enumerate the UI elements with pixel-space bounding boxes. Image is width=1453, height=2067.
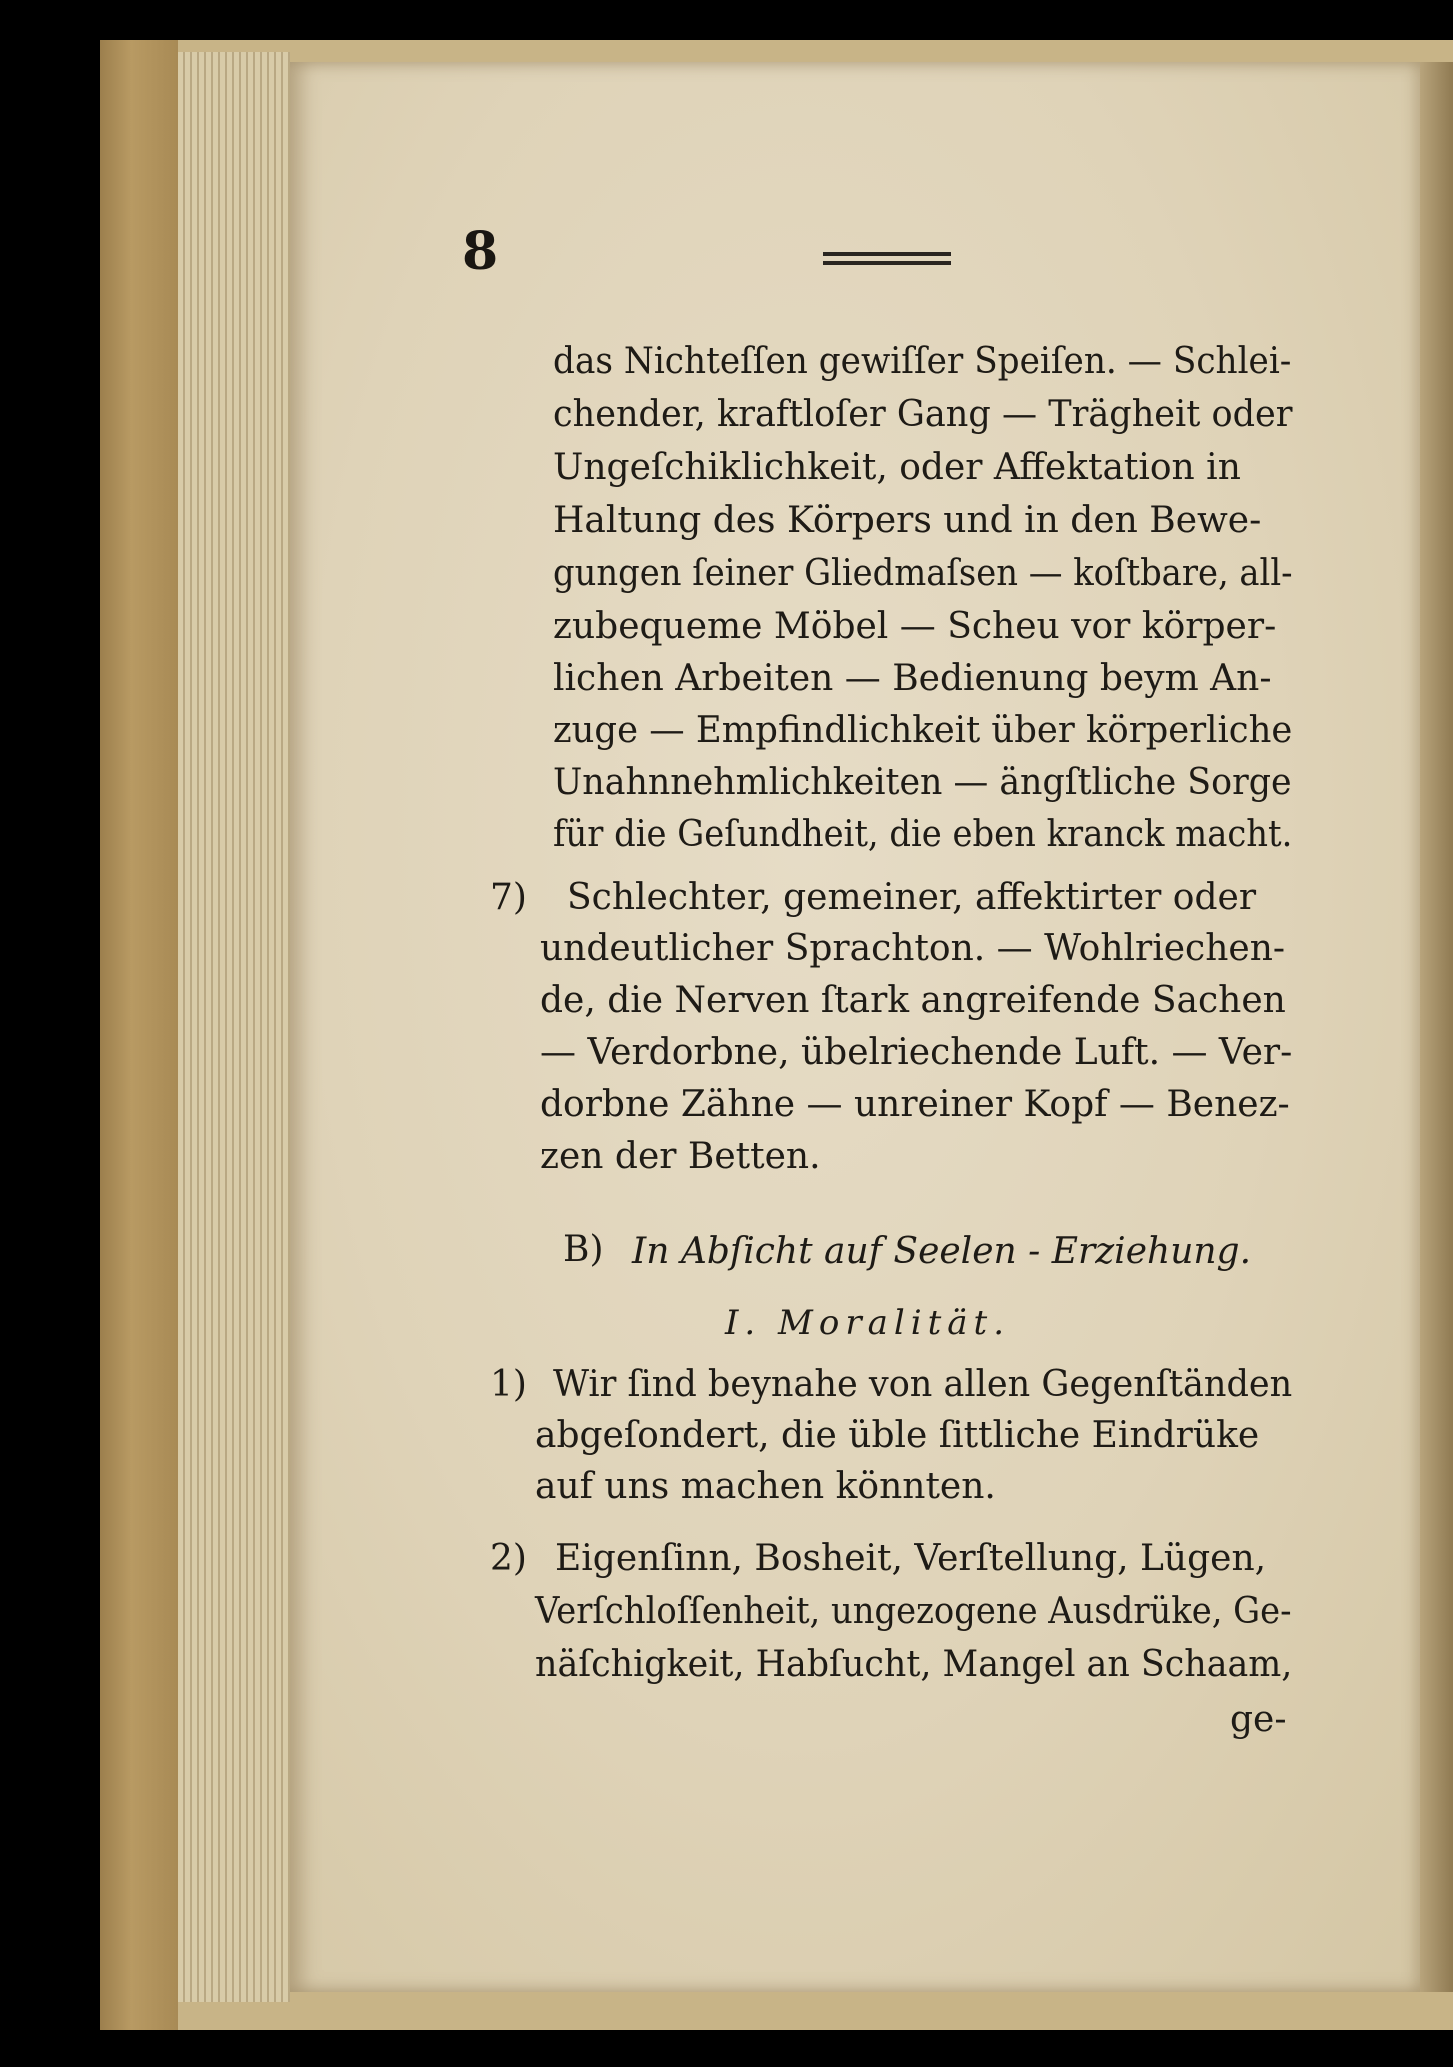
section-marker: B) bbox=[563, 1229, 604, 1270]
header-ornament-rule-top bbox=[823, 252, 951, 256]
text-line: dorbne Zähne — unreiner Kopf — Benez- bbox=[540, 1084, 1290, 1125]
text-line: das Nichteſſen gewiſſer Speiſen. — Schlei- bbox=[553, 341, 1292, 382]
book-cover-edge bbox=[100, 40, 178, 2030]
text-line: näſchigkeit, Habſucht, Mangel an Schaam, bbox=[535, 1644, 1293, 1685]
item-marker: 7) bbox=[490, 877, 527, 918]
section-heading: In Abſicht auf Seelen - Erziehung. bbox=[632, 1231, 1252, 1272]
text-line: undeutlicher Sprachton. — Wohlriechen- bbox=[540, 928, 1286, 969]
text-line: zuge — Empfindlichkeit über körperliche bbox=[553, 710, 1293, 751]
text-line: Eigenſinn, Bosheit, Verſtellung, Lügen, bbox=[555, 1538, 1267, 1579]
text-line: Verſchloſſenheit, ungezogene Ausdrüke, Ge- bbox=[535, 1591, 1292, 1632]
text-line: Unahnnehmlichkeiten — ängſtliche Sorge bbox=[553, 762, 1292, 803]
text-line: — Verdorbne, übelriechende Luft. — Ver- bbox=[540, 1032, 1293, 1073]
text-line: gungen ſeiner Gliedmaſsen — koſtbare, all- bbox=[553, 553, 1293, 594]
text-line: de, die Nerven ſtark angreifende Sachen bbox=[540, 980, 1286, 1021]
item-marker: 1) bbox=[490, 1364, 527, 1405]
text-line: lichen Arbeiten — Bedienung beym An- bbox=[553, 658, 1272, 699]
text-line: zen der Betten. bbox=[540, 1136, 821, 1177]
item-marker: 2) bbox=[490, 1538, 527, 1579]
text-line: chender, kraftloſer Gang — Trägheit oder bbox=[553, 394, 1293, 435]
text-line: auf uns machen könnten. bbox=[535, 1466, 996, 1507]
text-line: zubequeme Möbel — Scheu vor körper- bbox=[553, 606, 1277, 647]
text-line: Schlechter, gemeiner, affektirter oder bbox=[567, 877, 1257, 918]
text-line: für die Geſundheit, die eben kranck macht. bbox=[553, 814, 1293, 855]
page-number: 8 bbox=[462, 221, 499, 282]
header-ornament-rule-bottom bbox=[823, 261, 951, 265]
right-page-gutter bbox=[1420, 62, 1453, 1992]
catchword: ge- bbox=[1230, 1699, 1287, 1740]
page-stack-edges bbox=[178, 52, 290, 2002]
text-line: abgeſondert, die üble ſittliche Eindrüke bbox=[535, 1415, 1260, 1456]
subheading: I. Moralität. bbox=[725, 1303, 1011, 1343]
text-line: Haltung des Körpers und in den Bewe- bbox=[553, 500, 1262, 541]
text-line: Wir ſind beynahe von allen Gegenſtänden bbox=[553, 1364, 1293, 1405]
text-line: Ungeſchiklichkeit, oder Affektation in bbox=[553, 447, 1241, 488]
